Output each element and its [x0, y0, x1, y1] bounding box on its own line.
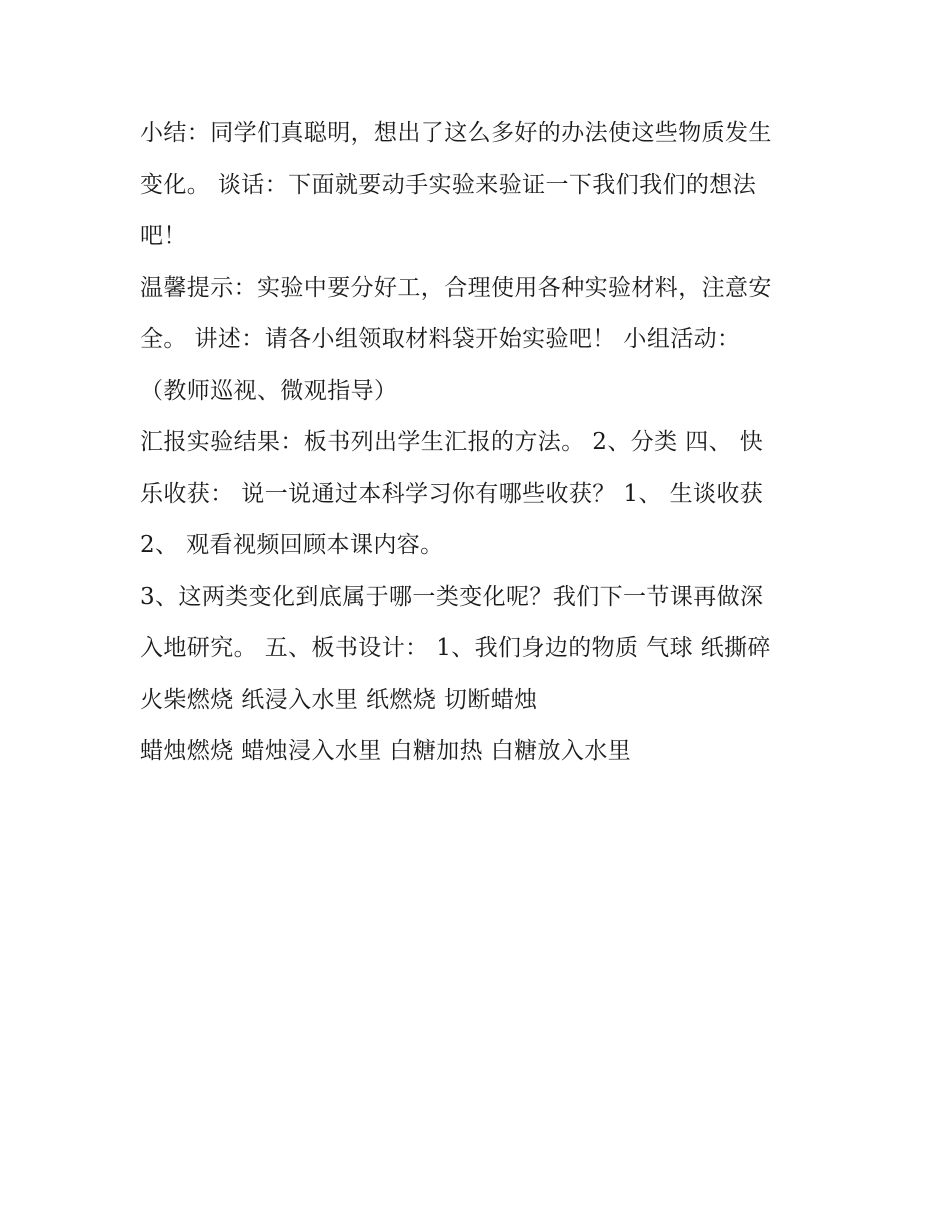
text-line: 变化。 谈话：下面就要动手实验来验证一下我们我们的想法: [140, 171, 757, 198]
text-line: 吧！: [140, 223, 187, 249]
text-line: 全。 讲述：请各小组领取材料袋开始实验吧！ 小组活动：: [140, 326, 741, 352]
text-line: 3、这两类变化到底属于哪一类变化呢？我们下一节课再做深: [140, 583, 764, 610]
text-line: 2、 观看视频回顾本课内容。: [140, 532, 444, 558]
text-line: 小结：同学们真聪明，想出了这么多好的办法使这些物质发生: [140, 120, 772, 146]
text-line: 乐收获： 说一说通过本科学习你有哪些收获？ 1、 生谈收获: [140, 480, 764, 507]
document-body: [140, 108, 820, 778]
text-line: 火柴燃烧 纸浸入水里 纸燃烧 切断蜡烛: [140, 686, 538, 713]
text-line: 蜡烛燃烧 蜡烛浸入水里 白糖加热 白糖放入水里: [140, 738, 632, 764]
text-line: 入地研究。 五、板书设计： 1、我们身边的物质 气球 纸撕碎: [140, 635, 771, 661]
text-line: （教师巡视、微观指导）: [140, 377, 398, 404]
text-line: 汇报实验结果：板书列出学生汇报的方法。 2、分类 四、 快: [140, 429, 764, 455]
text-line: 温馨提示：实验中要分好工，合理使用各种实验材料，注意安: [140, 274, 772, 301]
